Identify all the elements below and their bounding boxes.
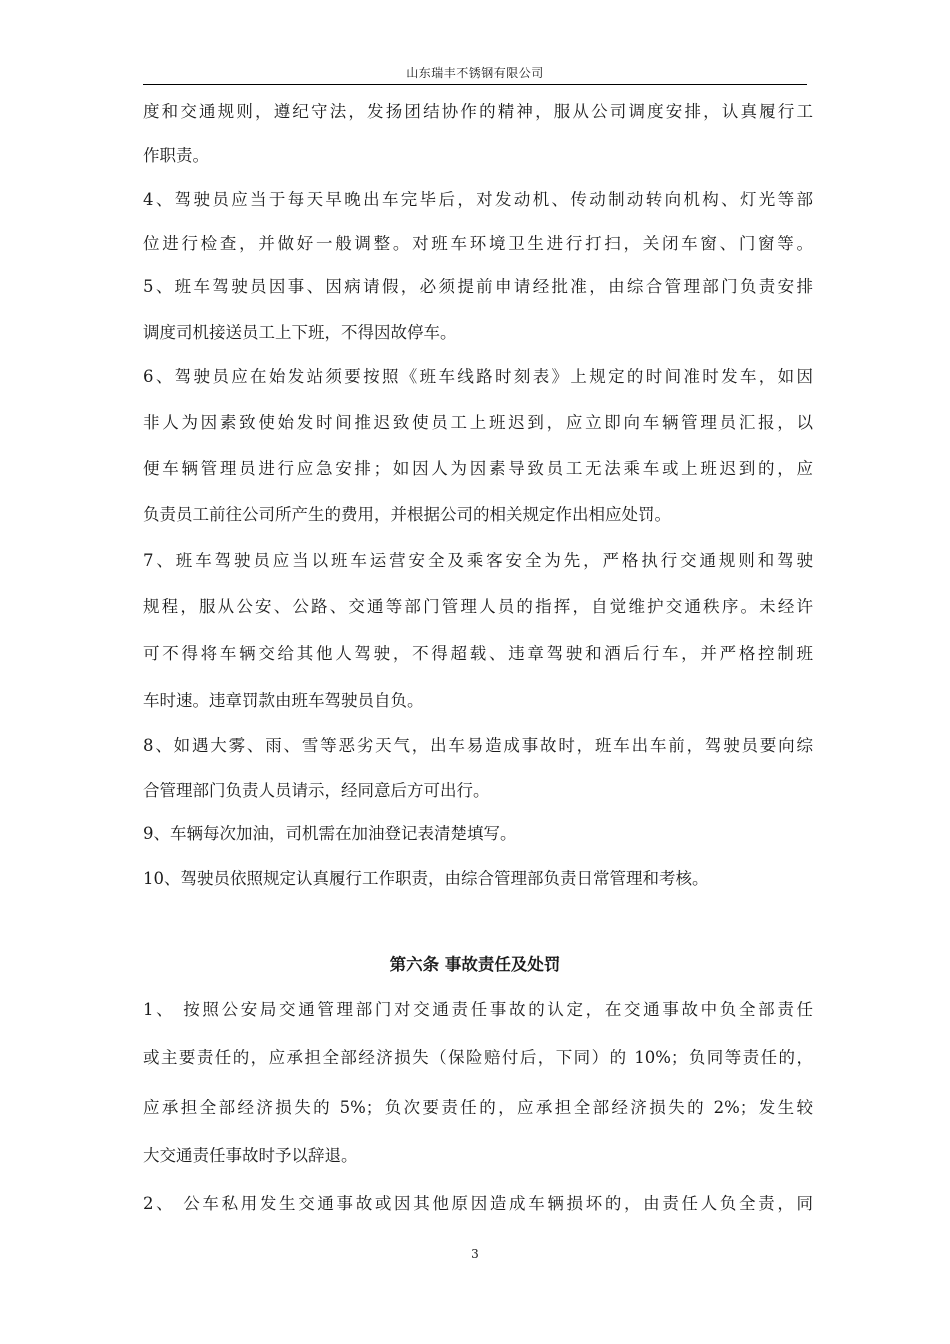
text-line: 规程，服从公安、公路、交通等部门管理人员的指挥，自觉维护交通秩序。未经许 bbox=[143, 597, 813, 616]
text-line: 作职责。 bbox=[143, 146, 209, 165]
text-line: 6、驾驶员应在始发站须要按照《班车线路时刻表》上规定的时间准时发车，如因 bbox=[143, 367, 813, 386]
page-number: 3 bbox=[471, 1247, 479, 1261]
text-line: 车时速。违章罚款由班车驾驶员自负。 bbox=[143, 691, 424, 710]
text-line: 非人为因素致使始发时间推迟致使员工上班迟到，应立即向车辆管理员汇报，以 bbox=[143, 413, 813, 432]
text-line: 应承担全部经济损失的 5%；负次要责任的，应承担全部经济损失的 2%；发生较 bbox=[143, 1098, 813, 1117]
page-header: 山东瑞丰不锈钢有限公司 bbox=[406, 66, 544, 80]
text-line: 5、班车驾驶员因事、因病请假，必须提前申请经批准，由综合管理部门负责安排 bbox=[143, 277, 813, 296]
text-line: 或主要责任的，应承担全部经济损失（保险赔付后，下同）的 10%；负同等责任的， bbox=[143, 1048, 813, 1067]
section-heading: 第六条 事故责任及处罚 bbox=[389, 955, 561, 974]
text-line: 4、驾驶员应当于每天早晚出车完毕后，对发动机、传动制动转向机构、灯光等部 bbox=[143, 190, 813, 209]
text-line: 合管理部门负责人员请示，经同意后方可出行。 bbox=[143, 781, 490, 800]
text-line: 大交通责任事故时予以辞退。 bbox=[143, 1146, 358, 1165]
text-line: 10、驾驶员依照规定认真履行工作职责，由综合管理部负责日常管理和考核。 bbox=[143, 869, 709, 888]
text-line: 便车辆管理员进行应急安排；如因人为因素导致员工无法乘车或上班迟到的，应 bbox=[143, 459, 813, 478]
header-divider bbox=[143, 84, 807, 85]
text-line: 调度司机接送员工上下班，不得因故停车。 bbox=[143, 323, 457, 342]
text-line: 2、 公车私用发生交通事故或因其他原因造成车辆损坏的，由责任人负全责，同 bbox=[143, 1194, 813, 1213]
text-line: 位进行检查，并做好一般调整。对班车环境卫生进行打扫，关闭车窗、门窗等。 bbox=[143, 234, 813, 253]
text-line: 7、班车驾驶员应当以班车运营安全及乘客安全为先，严格执行交通规则和驾驶 bbox=[143, 551, 813, 570]
text-line: 8、如遇大雾、雨、雪等恶劣天气，出车易造成事故时，班车出车前，驾驶员要向综 bbox=[143, 736, 813, 755]
text-line: 可不得将车辆交给其他人驾驶，不得超载、违章驾驶和酒后行车，并严格控制班 bbox=[143, 644, 813, 663]
text-line: 1、 按照公安局交通管理部门对交通责任事故的认定，在交通事故中负全部责任 bbox=[143, 1000, 813, 1019]
text-line: 负责员工前往公司所产生的费用，并根据公司的相关规定作出相应处罚。 bbox=[143, 505, 671, 524]
text-line: 9、车辆每次加油，司机需在加油登记表清楚填写。 bbox=[143, 824, 517, 843]
text-line: 度和交通规则，遵纪守法，发扬团结协作的精神，服从公司调度安排，认真履行工 bbox=[143, 102, 813, 121]
